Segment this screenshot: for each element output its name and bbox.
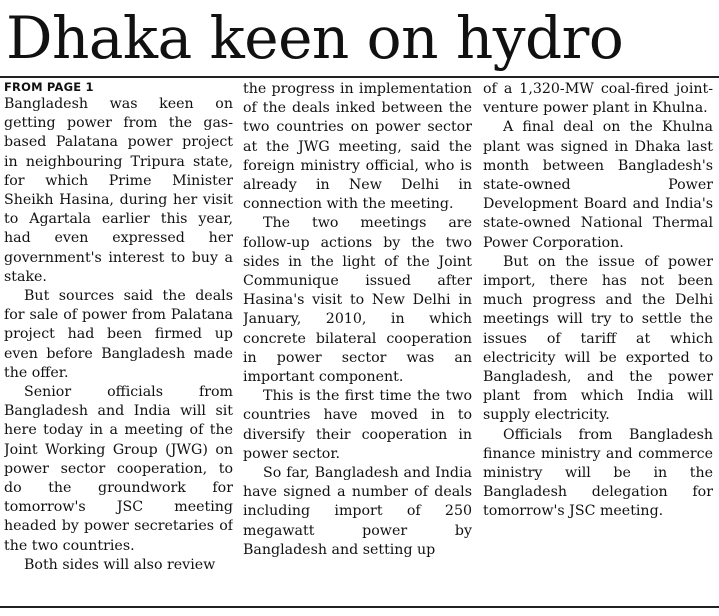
paragraph: This is the first time the two countries have moved in to diversify their cooperation in power sector. bbox=[243, 388, 472, 462]
headline-rule bbox=[0, 76, 719, 78]
column-3 bbox=[483, 80, 713, 606]
headline: Dhaka keen on hydro bbox=[6, 4, 624, 72]
column-2 bbox=[243, 80, 472, 606]
column-1 bbox=[4, 80, 233, 606]
paragraph: The two meetings are follow-up actions by the two sides in the light of the Joint Communique issued after Hasina's visit to New Delhi in January, 2010, in which concrete bilateral cooperation in power sector was an important component. bbox=[243, 215, 472, 386]
paragraph: But on the issue of power import, there has not been much progress and the Delhi meetings will try to settle the issues of tariff at which electricity will be exported to Bangladesh, and the power plant from which India will supply electricity. bbox=[483, 253, 713, 424]
paragraph: the progress in implementation of the deals inked between the two countries on power sector at the JWG meeting, said the foreign ministry official, who is already in New Delhi in connection with the meeting. bbox=[243, 81, 472, 213]
paragraph: Bangladesh was keen on getting power from the gas-based Palatana power project in neighbouring Tripura state, for which Prime Minister Sheikh Hasina, during her visit to Agartala earlier this year, had even expressed her government's interest to buy a stake. bbox=[4, 96, 233, 285]
paragraph: Officials from Bangladesh finance ministry and commerce ministry will be in the Bangladesh delegation for tomorrow's JSC meeting. bbox=[483, 426, 713, 520]
kicker-from-page-1: FROM PAGE 1 bbox=[4, 80, 94, 94]
paragraph: Both sides will also review bbox=[24, 556, 216, 573]
bottom-rule bbox=[0, 606, 719, 608]
paragraph: Senior officials from Bangladesh and India will sit here today in a meeting of the Joint Working Group (JWG) on power sector cooperation, to do the groundwork for tomorrow's JSC meeting headed by power secretaries of the two countries. bbox=[4, 384, 233, 554]
paragraph: But sources said the deals for sale of power from Palatana project had been firmed up even before Bangladesh made the offer. bbox=[4, 288, 233, 381]
paragraph: of a 1,320-MW coal-fired joint-venture power plant in Khulna. bbox=[483, 81, 713, 117]
paragraph: So far, Bangladesh and India have signed a number of deals including import of 250 megawatt power by Bangladesh and setting up bbox=[243, 465, 472, 558]
paragraph: A final deal on the Khulna plant was signed in Dhaka last month between Bangladesh's state-owned Power Development Board and India's state-owned National Thermal Power Corporation. bbox=[483, 119, 713, 251]
